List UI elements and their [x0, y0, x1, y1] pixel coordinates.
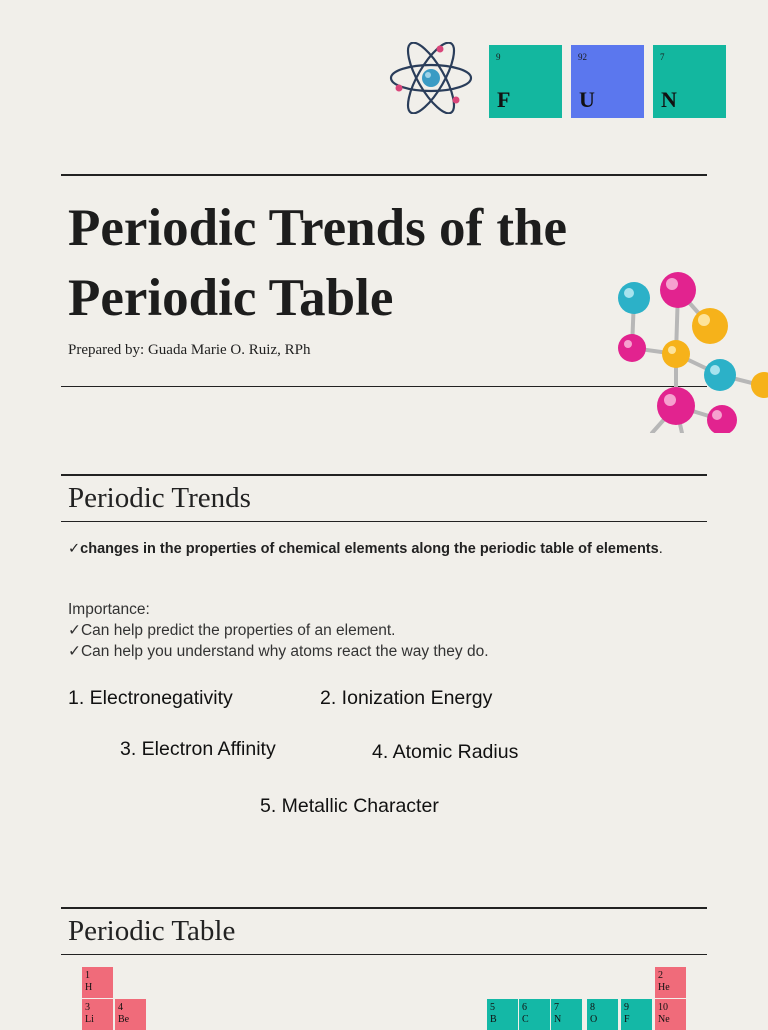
definition-text: [68, 539, 698, 559]
element-symbol: C: [522, 1014, 529, 1025]
trend-item: 4. Atomic Radius: [372, 741, 519, 763]
definition-body: changes in the properties of chemical elements along the periodic table of elements: [80, 541, 659, 557]
element-symbol: Be: [118, 1014, 130, 1025]
element-cell: [655, 967, 686, 998]
importance-item: ✓Can help you understand why atoms react the way they do.: [68, 643, 489, 660]
divider: [61, 474, 707, 476]
divider: [61, 386, 707, 387]
divider: [61, 907, 707, 909]
atomic-number: 4: [118, 1002, 123, 1013]
tile-number: 92: [578, 52, 587, 62]
atomic-number: 10: [658, 1002, 668, 1013]
divider: [61, 521, 707, 522]
trend-item: 1. Electronegativity: [68, 687, 233, 709]
element-cell: [551, 999, 582, 1030]
element-tile-u: [571, 45, 644, 118]
element-symbol: O: [590, 1014, 598, 1025]
element-cell: [655, 999, 686, 1030]
importance-item: ✓Can help predict the properties of an element.: [68, 622, 396, 639]
element-tile-n: [653, 45, 726, 118]
divider: [61, 174, 707, 176]
element-cell: [115, 999, 146, 1030]
element-tile-f: [489, 45, 562, 118]
element-cell: [82, 967, 113, 998]
element-symbol: H: [85, 982, 93, 993]
atomic-number: 9: [624, 1002, 629, 1013]
element-cell: [487, 999, 518, 1030]
element-symbol: F: [624, 1014, 630, 1025]
element-cell: [82, 999, 113, 1030]
atomic-number: 1: [85, 970, 90, 981]
tile-symbol: N: [661, 87, 677, 112]
tile-number: 9: [496, 52, 501, 62]
element-symbol: N: [554, 1014, 562, 1025]
element-cell: [519, 999, 550, 1030]
section-heading-periodic-table: Periodic Table: [68, 915, 236, 947]
check-icon: ✓: [68, 541, 81, 557]
tile-symbol: U: [579, 87, 595, 112]
atomic-number: 6: [522, 1002, 527, 1013]
trend-item: 3. Electron Affinity: [120, 738, 276, 760]
element-symbol: B: [490, 1014, 497, 1025]
element-cell: [587, 999, 618, 1030]
trend-item: 5. Metallic Character: [260, 795, 439, 817]
tile-number: 7: [660, 52, 665, 62]
atomic-number: 3: [85, 1002, 90, 1013]
element-symbol: He: [658, 982, 670, 993]
atom-icon: [388, 42, 474, 114]
trend-item: 2. Ionization Energy: [320, 687, 493, 709]
importance-label: Importance:: [68, 601, 150, 618]
atomic-number: 7: [554, 1002, 559, 1013]
tile-symbol: F: [497, 87, 511, 112]
element-symbol: Ne: [658, 1014, 670, 1025]
molecule-icon: [612, 268, 768, 433]
section-heading-periodic-trends: Periodic Trends: [68, 482, 251, 514]
atomic-number: 8: [590, 1002, 595, 1013]
author-line: Prepared by: Guada Marie O. Ruiz, RPh: [68, 342, 311, 358]
element-symbol: Li: [85, 1014, 94, 1025]
atomic-number: 5: [490, 1002, 495, 1013]
atomic-number: 2: [658, 970, 663, 981]
divider: [61, 954, 707, 955]
definition-period: .: [658, 541, 663, 557]
page-title: Periodic Trends of the Periodic Table: [68, 199, 568, 327]
element-cell: [621, 999, 652, 1030]
